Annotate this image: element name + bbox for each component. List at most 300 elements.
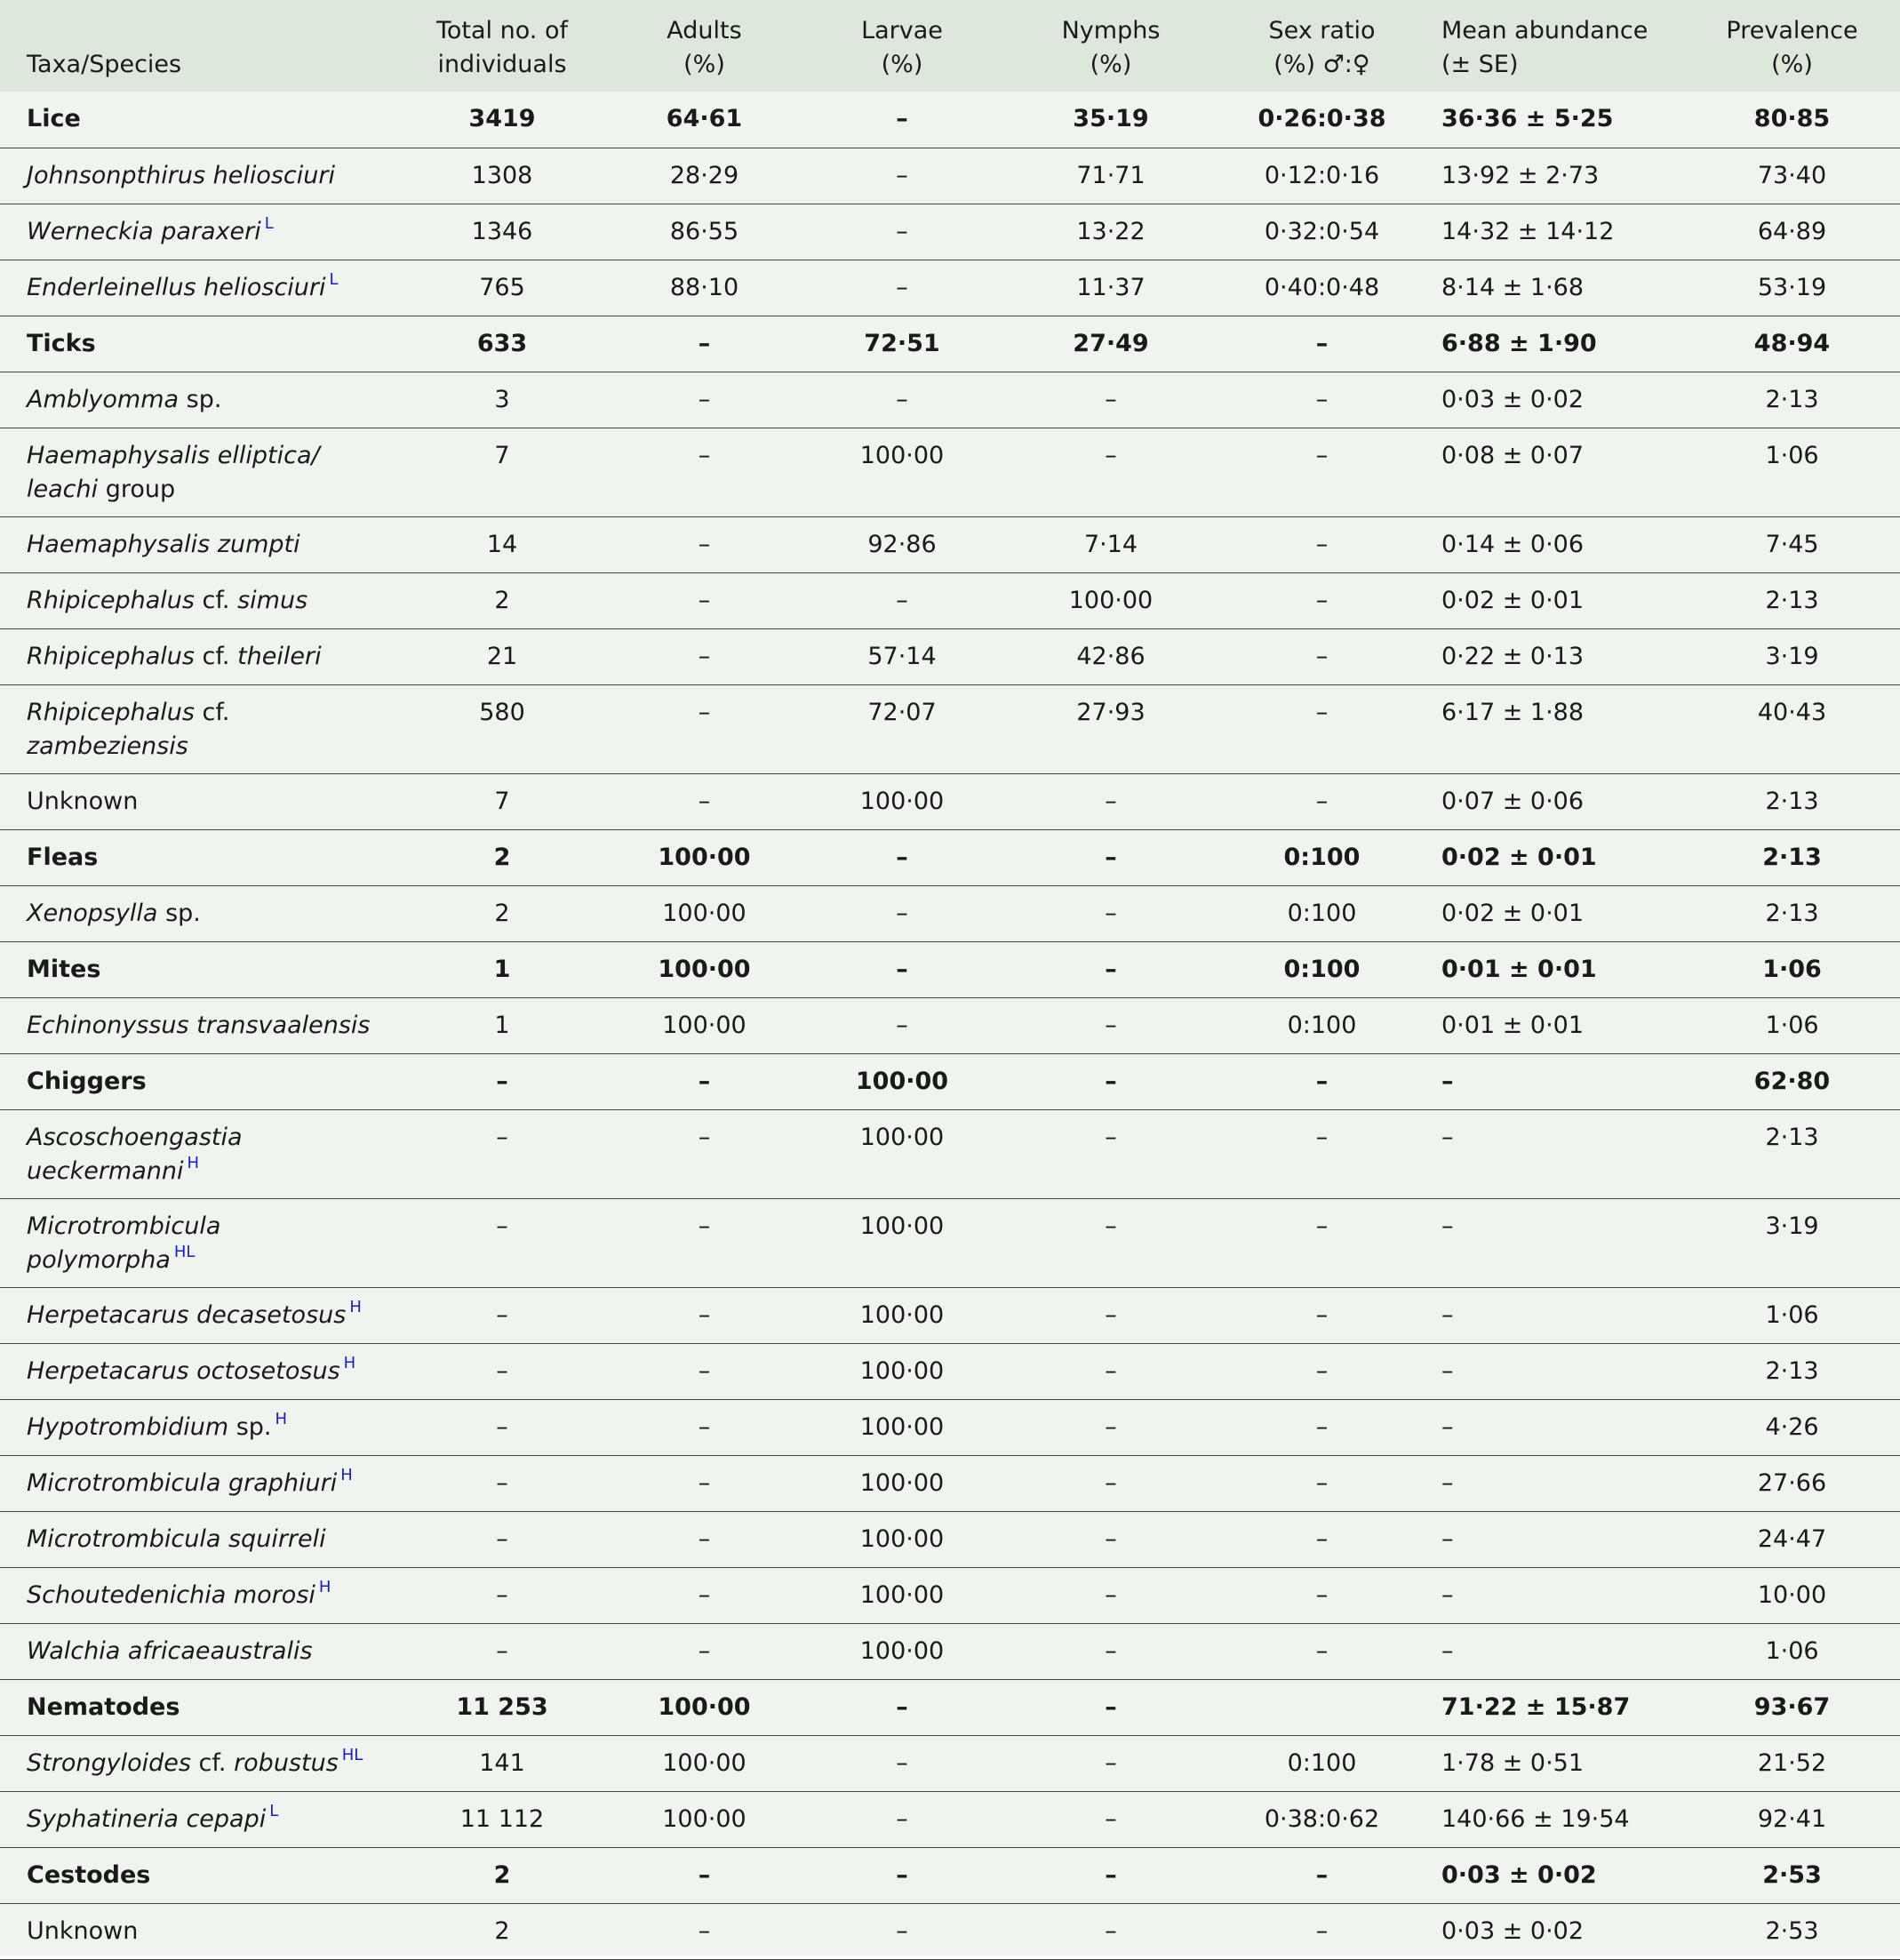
nymphs-cell: – — [1105, 1468, 1117, 1497]
species-row — [0, 260, 1900, 316]
adults-cell: – — [698, 385, 711, 413]
total-cell: – — [496, 1524, 508, 1553]
adults-cell: – — [698, 1916, 711, 1945]
total-cell: – — [496, 1468, 508, 1497]
prevalence-cell: 2·53 — [1765, 1916, 1819, 1945]
taxon-name-part: Walchia africaeaustralis — [27, 1636, 313, 1665]
adults-cell: – — [698, 1067, 711, 1095]
taxon-name-part: cf. — [190, 1748, 235, 1777]
taxon-footnote-marker: HL — [341, 1745, 363, 1764]
prevalence-cell: 53·19 — [1757, 273, 1827, 301]
sex-ratio-cell: 0·26:0·38 — [1257, 105, 1386, 132]
mean-abundance-cell: 0·08 ± 0·07 — [1441, 441, 1585, 469]
taxon-name — [0, 92, 391, 148]
header-taxa: Taxa/Species — [27, 51, 182, 78]
sex-ratio-cell: – — [1315, 1412, 1329, 1441]
adults-cell: – — [698, 586, 711, 614]
taxon-name-part: theileri — [237, 642, 322, 670]
nymphs-cell: – — [1105, 1067, 1117, 1095]
total-cell: 7 — [494, 441, 510, 469]
mean-abundance-cell: – — [1441, 1300, 1454, 1329]
header-adults: Adults (%) — [667, 17, 742, 78]
sex-ratio-cell: – — [1315, 530, 1329, 558]
taxon-name-part: Chiggers — [27, 1067, 147, 1095]
adults-cell: 64·61 — [666, 105, 743, 132]
taxon-name — [0, 1679, 391, 1735]
prevalence-cell: 27·66 — [1757, 1468, 1827, 1497]
nymphs-cell: – — [1105, 1300, 1117, 1329]
header-prevalence: Prevalence (%) — [1726, 17, 1858, 78]
taxon-name-part: sp. — [228, 1412, 272, 1441]
total-cell: – — [496, 1300, 508, 1329]
taxon-name — [0, 829, 391, 885]
total-cell: 1308 — [471, 161, 533, 189]
larvae-cell: – — [896, 273, 908, 301]
larvae-cell: 100·00 — [859, 1636, 945, 1665]
prevalence-cell: 2·13 — [1765, 787, 1819, 815]
adults-cell: – — [698, 530, 711, 558]
taxon-name — [0, 1399, 391, 1455]
taxon-name-part: sp. — [179, 385, 222, 413]
prevalence-cell: 3·19 — [1765, 1212, 1819, 1240]
taxon-name — [0, 1791, 391, 1847]
taxon-name-part: Fleas — [27, 843, 99, 871]
group-row — [0, 941, 1900, 997]
taxon-name-part: Herpetacarus decasetosus — [27, 1300, 347, 1329]
taxon-name-part: Xenopsylla — [27, 899, 158, 927]
mean-abundance-cell: 0·02 ± 0·01 — [1441, 586, 1585, 614]
adults-cell: 28·29 — [669, 161, 739, 189]
sex-ratio-cell: 0:100 — [1283, 843, 1361, 871]
species-row — [0, 1287, 1900, 1343]
sex-ratio-cell: – — [1315, 385, 1329, 413]
prevalence-cell: 62·80 — [1753, 1067, 1831, 1095]
mean-abundance-cell: – — [1441, 1212, 1454, 1240]
nymphs-cell: – — [1105, 1123, 1117, 1151]
taxon-footnote-marker: H — [349, 1297, 362, 1316]
total-cell: – — [496, 1212, 508, 1240]
prevalence-cell: 40·43 — [1757, 698, 1827, 726]
prevalence-cell: 80·85 — [1753, 105, 1831, 132]
group-row — [0, 316, 1900, 372]
mean-abundance-cell: – — [1441, 1123, 1454, 1151]
adults-cell: 100·00 — [662, 1748, 746, 1777]
total-cell: 633 — [476, 329, 528, 357]
nymphs-cell: – — [1105, 899, 1117, 927]
total-cell: 2 — [494, 586, 510, 614]
total-cell: – — [496, 1067, 508, 1095]
total-cell: 14 — [486, 530, 518, 558]
taxon-name — [0, 1343, 391, 1399]
species-row — [0, 773, 1900, 829]
taxon-name — [0, 773, 391, 829]
taxon-name — [0, 1735, 391, 1791]
sex-ratio-cell: 0·12:0·16 — [1264, 161, 1380, 189]
adults-cell: – — [698, 1412, 711, 1441]
larvae-cell: – — [896, 1748, 908, 1777]
sex-ratio-cell: – — [1315, 1300, 1329, 1329]
larvae-cell: 92·86 — [867, 530, 937, 558]
mean-abundance-cell: 140·66 ± 19·54 — [1441, 1804, 1630, 1833]
prevalence-cell: 10·00 — [1757, 1580, 1827, 1609]
mean-abundance-cell: 0·03 ± 0·02 — [1441, 1860, 1597, 1889]
taxon-footnote-marker: H — [187, 1153, 200, 1172]
nymphs-cell: – — [1105, 1011, 1117, 1039]
total-cell: 2 — [494, 899, 510, 927]
mean-abundance-cell: 0·07 ± 0·06 — [1441, 787, 1585, 815]
taxon-footnote-marker: HL — [173, 1242, 196, 1261]
larvae-cell: 100·00 — [859, 1300, 945, 1329]
species-row — [0, 1198, 1900, 1287]
adults-cell: 100·00 — [658, 955, 751, 983]
prevalence-cell: 2·13 — [1765, 899, 1819, 927]
taxon-name — [0, 1287, 391, 1343]
total-cell: 1 — [493, 955, 511, 983]
taxon-name-part: Johnsonpthirus heliosciuri — [27, 161, 335, 189]
adults-cell: 100·00 — [662, 1011, 746, 1039]
adults-cell: 100·00 — [658, 843, 751, 871]
species-row — [0, 997, 1900, 1053]
adults-cell: – — [698, 329, 711, 357]
species-row — [0, 372, 1900, 428]
group-row — [0, 92, 1900, 148]
species-row — [0, 1903, 1900, 1959]
taxon-name-part: Microtrombicula graphiuri — [27, 1468, 338, 1497]
larvae-cell: – — [896, 1804, 908, 1833]
taxon-name — [0, 1455, 391, 1511]
taxon-footnote-marker: H — [275, 1409, 288, 1428]
total-cell: 2 — [493, 843, 511, 871]
prevalence-cell: 3·19 — [1765, 642, 1819, 670]
nymphs-cell: – — [1105, 441, 1117, 469]
taxon-name — [0, 316, 391, 372]
mean-abundance-cell: – — [1441, 1356, 1454, 1385]
species-row — [0, 428, 1900, 516]
nymphs-cell: – — [1105, 1692, 1117, 1721]
sex-ratio-cell: 0·40:0·48 — [1264, 273, 1380, 301]
adults-cell: – — [698, 1356, 711, 1385]
larvae-cell: – — [896, 161, 908, 189]
taxon-name-part: Hypotrombidium — [27, 1412, 229, 1441]
taxon-name — [0, 1109, 391, 1198]
taxon-name-part: Ticks — [27, 329, 96, 357]
total-cell: – — [496, 1412, 508, 1441]
larvae-cell: – — [896, 385, 908, 413]
taxon-name-part: Amblyomma — [27, 385, 180, 413]
nymphs-cell: 13·22 — [1076, 217, 1146, 245]
taxon-name — [0, 572, 391, 628]
taxon-footnote-marker: H — [340, 1465, 353, 1484]
taxon-name — [0, 428, 391, 516]
adults-cell: – — [698, 787, 711, 815]
taxon-name-part: Haemaphysalis elliptica/ leachi — [27, 441, 320, 503]
sex-ratio-cell: – — [1315, 698, 1329, 726]
species-row — [0, 1567, 1900, 1623]
adults-cell: – — [698, 1580, 711, 1609]
total-cell: – — [496, 1580, 508, 1609]
taxon-name — [0, 684, 391, 773]
adults-cell: – — [698, 441, 711, 469]
taxon-name — [0, 1903, 391, 1959]
species-row — [0, 1455, 1900, 1511]
species-row — [0, 1511, 1900, 1567]
taxon-name-part: Schoutedenichia morosi — [27, 1580, 315, 1609]
prevalence-cell: 2·13 — [1762, 843, 1822, 871]
sex-ratio-cell: – — [1315, 1123, 1329, 1151]
mean-abundance-cell: – — [1441, 1580, 1454, 1609]
larvae-cell: 72·07 — [867, 698, 937, 726]
mean-abundance-cell: – — [1441, 1067, 1454, 1095]
mean-abundance-cell: 0·14 ± 0·06 — [1441, 530, 1585, 558]
header-larvae: Larvae (%) — [861, 17, 943, 78]
adults-cell: – — [698, 698, 711, 726]
nymphs-cell: – — [1105, 1580, 1117, 1609]
mean-abundance-cell: 36·36 ± 5·25 — [1441, 105, 1614, 132]
prevalence-cell: 2·13 — [1765, 1123, 1819, 1151]
taxon-name-part: group — [98, 475, 176, 503]
prevalence-cell: 73·40 — [1757, 161, 1827, 189]
taxon-name — [0, 885, 391, 941]
sex-ratio-cell: – — [1315, 329, 1329, 357]
adults-cell: – — [698, 1468, 711, 1497]
larvae-cell: – — [896, 899, 908, 927]
prevalence-cell: 2·53 — [1762, 1860, 1822, 1889]
adults-cell: 88·10 — [669, 273, 739, 301]
mean-abundance-cell: 13·92 ± 2·73 — [1441, 161, 1600, 189]
taxon-name-part: Mites — [27, 955, 101, 983]
taxon-name-part: Lice — [27, 105, 81, 132]
species-row — [0, 684, 1900, 773]
taxon-name — [0, 1511, 391, 1567]
adults-cell: – — [698, 1300, 711, 1329]
header-total: Total no. of individuals — [436, 17, 568, 78]
taxon-name-part: Herpetacarus octosetosus — [27, 1356, 340, 1385]
prevalence-cell: 2·13 — [1765, 385, 1819, 413]
total-cell: 3 — [494, 385, 510, 413]
nymphs-cell: – — [1105, 1636, 1117, 1665]
mean-abundance-cell: 14·32 ± 14·12 — [1441, 217, 1615, 245]
larvae-cell: – — [896, 217, 908, 245]
sex-ratio-cell: – — [1315, 1916, 1329, 1945]
total-cell: 7 — [494, 787, 510, 815]
group-row — [0, 1053, 1900, 1109]
species-row — [0, 1343, 1900, 1399]
taxon-name-part: Werneckia paraxeri — [27, 217, 261, 245]
taxon-name — [0, 1053, 391, 1109]
adults-cell: 86·55 — [669, 217, 739, 245]
nymphs-cell: 71·71 — [1076, 161, 1146, 189]
sex-ratio-cell: 0·38:0·62 — [1264, 1804, 1380, 1833]
adults-cell: 100·00 — [662, 899, 746, 927]
taxon-name-part: Ascoschoengastia ueckermanni — [27, 1123, 243, 1185]
group-row — [0, 829, 1900, 885]
species-row — [0, 1623, 1900, 1679]
sex-ratio-cell: 0:100 — [1287, 1011, 1357, 1039]
taxon-footnote-marker: L — [329, 269, 339, 289]
prevalence-cell: 93·67 — [1753, 1692, 1831, 1721]
taxon-name — [0, 372, 391, 428]
total-cell: 21 — [486, 642, 518, 670]
table-header-row — [0, 0, 1900, 92]
larvae-cell: 100·00 — [859, 787, 945, 815]
group-row — [0, 1847, 1900, 1903]
taxon-footnote-marker: L — [269, 1801, 279, 1820]
larvae-cell: – — [896, 105, 908, 132]
taxon-name-part: sp. — [157, 899, 201, 927]
taxon-name — [0, 1567, 391, 1623]
adults-cell: – — [698, 642, 711, 670]
nymphs-cell: – — [1105, 1412, 1117, 1441]
prevalence-cell: 2·13 — [1765, 586, 1819, 614]
taxon-footnote-marker: H — [318, 1577, 331, 1596]
taxon-name-part: cf. — [194, 698, 230, 726]
prevalence-cell: 1·06 — [1762, 955, 1822, 983]
header-nymphs: Nymphs (%) — [1061, 17, 1161, 78]
taxon-name-part: cf. — [194, 642, 238, 670]
header-sex-ratio: Sex ratio (%) ♂:♀ — [1268, 17, 1376, 78]
sex-ratio-cell: – — [1315, 441, 1329, 469]
taxon-name — [0, 1198, 391, 1287]
sex-ratio-cell: – — [1315, 1356, 1329, 1385]
species-row — [0, 885, 1900, 941]
prevalence-cell: 2·13 — [1765, 1356, 1819, 1385]
taxon-name — [0, 1623, 391, 1679]
prevalence-cell: 24·47 — [1757, 1524, 1827, 1553]
nymphs-cell: – — [1105, 955, 1117, 983]
prevalence-cell: 48·94 — [1753, 329, 1831, 357]
taxon-name-part: Unknown — [27, 787, 139, 815]
sex-ratio-cell: – — [1315, 642, 1329, 670]
larvae-cell: 100·00 — [859, 1412, 945, 1441]
larvae-cell: – — [896, 1860, 908, 1889]
species-row — [0, 1735, 1900, 1791]
larvae-cell: 100·00 — [859, 1524, 945, 1553]
species-row — [0, 204, 1900, 260]
taxon-name-part: simus — [237, 586, 308, 614]
total-cell: 1346 — [471, 217, 533, 245]
sex-ratio-cell: 0:100 — [1283, 955, 1361, 983]
larvae-cell: 100·00 — [859, 441, 945, 469]
prevalence-cell: 1·06 — [1765, 1300, 1819, 1329]
taxon-name-part: robustus — [234, 1748, 339, 1777]
mean-abundance-cell: 6·17 ± 1·88 — [1441, 698, 1585, 726]
total-cell: – — [496, 1123, 508, 1151]
larvae-cell: 100·00 — [859, 1580, 945, 1609]
sex-ratio-cell: – — [1315, 586, 1329, 614]
taxon-name-part: cf. — [194, 586, 238, 614]
larvae-cell: – — [896, 586, 908, 614]
mean-abundance-cell: 0·02 ± 0·01 — [1441, 843, 1597, 871]
mean-abundance-cell: 0·03 ± 0·02 — [1441, 385, 1585, 413]
species-row — [0, 1399, 1900, 1455]
sex-ratio-cell: – — [1315, 1468, 1329, 1497]
larvae-cell: 100·00 — [859, 1468, 945, 1497]
sex-ratio-cell: 0:100 — [1287, 899, 1357, 927]
prevalence-cell: 1·06 — [1765, 441, 1819, 469]
larvae-cell: 72·51 — [864, 329, 940, 357]
mean-abundance-cell: 0·03 ± 0·02 — [1441, 1916, 1585, 1945]
taxon-name — [0, 516, 391, 572]
total-cell: 2 — [494, 1916, 510, 1945]
taxon-name-part: zambeziensis — [27, 732, 188, 760]
species-row — [0, 572, 1900, 628]
total-cell: 3419 — [468, 105, 536, 132]
larvae-cell: 100·00 — [855, 1067, 949, 1095]
mean-abundance-cell: 8·14 ± 1·68 — [1441, 273, 1585, 301]
taxon-name-part: Nematodes — [27, 1692, 180, 1721]
nymphs-cell: 42·86 — [1076, 642, 1146, 670]
species-row — [0, 516, 1900, 572]
species-row — [0, 148, 1900, 204]
group-row — [0, 1679, 1900, 1735]
mean-abundance-cell: – — [1441, 1412, 1454, 1441]
taxon-name-part: Rhipicephalus — [27, 586, 195, 614]
mean-abundance-cell: – — [1441, 1468, 1454, 1497]
mean-abundance-cell: – — [1441, 1636, 1454, 1665]
taxon-name-part: Microtrombicula polymorpha — [27, 1212, 221, 1274]
nymphs-cell: – — [1105, 1916, 1117, 1945]
taxon-name — [0, 628, 391, 684]
taxon-footnote-marker: H — [343, 1353, 356, 1372]
prevalence-cell: 64·89 — [1757, 217, 1827, 245]
adults-cell: 100·00 — [662, 1804, 746, 1833]
total-cell: 141 — [479, 1748, 525, 1777]
total-cell: 765 — [479, 273, 525, 301]
species-row — [0, 1791, 1900, 1847]
larvae-cell: – — [896, 1916, 908, 1945]
taxon-name-part: Enderleinellus heliosciuri — [27, 273, 326, 301]
taxon-name — [0, 1847, 391, 1903]
total-cell: 2 — [493, 1860, 511, 1889]
nymphs-cell: – — [1105, 1212, 1117, 1240]
larvae-cell: 57·14 — [867, 642, 937, 670]
taxon-name-part: Echinonyssus transvaalensis — [27, 1011, 371, 1039]
larvae-cell: – — [896, 1692, 908, 1721]
larvae-cell: 100·00 — [859, 1212, 945, 1240]
nymphs-cell: 27·93 — [1076, 698, 1146, 726]
sex-ratio-cell: – — [1315, 1067, 1329, 1095]
mean-abundance-cell: 0·22 ± 0·13 — [1441, 642, 1585, 670]
taxon-name — [0, 941, 391, 997]
adults-cell: – — [698, 1212, 711, 1240]
taxon-name — [0, 260, 391, 316]
nymphs-cell: 11·37 — [1076, 273, 1146, 301]
taxon-name — [0, 997, 391, 1053]
taxon-footnote-marker: L — [264, 213, 274, 233]
taxon-name-part: Unknown — [27, 1916, 139, 1945]
larvae-cell: 100·00 — [859, 1356, 945, 1385]
adults-cell: – — [698, 1636, 711, 1665]
taxon-name — [0, 148, 391, 204]
sex-ratio-cell: – — [1315, 1860, 1329, 1889]
mean-abundance-cell: 0·01 ± 0·01 — [1441, 1011, 1585, 1039]
sex-ratio-cell — [1213, 1679, 1431, 1735]
species-row — [0, 628, 1900, 684]
nymphs-cell: – — [1105, 1356, 1117, 1385]
sex-ratio-cell: – — [1315, 787, 1329, 815]
sex-ratio-cell: – — [1315, 1212, 1329, 1240]
prevalence-cell: 21·52 — [1757, 1748, 1827, 1777]
adults-cell: – — [698, 1524, 711, 1553]
mean-abundance-cell: 0·02 ± 0·01 — [1441, 899, 1585, 927]
taxon-name-part: Microtrombicula squirreli — [27, 1524, 326, 1553]
nymphs-cell: 35·19 — [1073, 105, 1149, 132]
sex-ratio-cell: – — [1315, 1636, 1329, 1665]
taxon-name-part: Strongyloides — [27, 1748, 191, 1777]
adults-cell: – — [698, 1123, 711, 1151]
adults-cell: 100·00 — [658, 1692, 751, 1721]
nymphs-cell: – — [1105, 385, 1117, 413]
